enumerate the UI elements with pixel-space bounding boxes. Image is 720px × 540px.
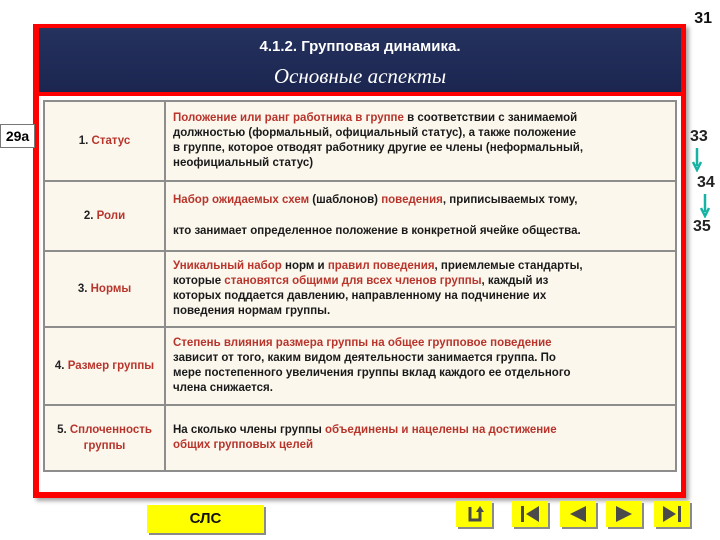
description-line bbox=[173, 366, 669, 381]
description-line bbox=[173, 289, 669, 304]
aspect-description bbox=[165, 327, 676, 405]
text-segment: ) bbox=[309, 157, 314, 169]
text-segment: должностью (формальный, официальный статус), а также положение bbox=[173, 127, 577, 139]
description-line bbox=[173, 208, 669, 224]
aspect-label: Нормы bbox=[90, 283, 132, 295]
text-segment: норм и bbox=[281, 260, 328, 272]
text-segment: объединены и нацелены на достижение bbox=[325, 424, 557, 436]
description-line bbox=[173, 193, 669, 208]
text-segment: Набор ожидаемых схем bbox=[173, 194, 310, 206]
left-ref-marker[interactable]: 29a bbox=[0, 124, 35, 148]
previous-icon bbox=[560, 501, 596, 527]
aspect-number: 3. bbox=[77, 283, 88, 295]
text-segment: , приемлемые стандарты, bbox=[434, 260, 583, 272]
aspects-table bbox=[43, 100, 677, 472]
nav-last-button[interactable] bbox=[654, 501, 690, 527]
description-line bbox=[173, 304, 669, 319]
text-segment: Степень влияния размера группы на общее групповое поведение bbox=[173, 337, 552, 349]
aspect-label: Размер группы bbox=[67, 360, 155, 372]
slide-subtitle: Основные аспекты bbox=[273, 64, 447, 88]
aspect-label-cell bbox=[44, 101, 165, 181]
nav-previous-button[interactable] bbox=[560, 501, 596, 527]
slc-button[interactable]: СЛС bbox=[147, 505, 264, 533]
description-line bbox=[173, 259, 669, 274]
text-segment: мере постепенного увеличения группы вклад каждого ее отдельного bbox=[173, 367, 571, 379]
description-line bbox=[173, 381, 669, 396]
aspect-description bbox=[165, 101, 676, 181]
slide-title: 4.1.2. Групповая динамика. bbox=[259, 38, 461, 55]
text-segment: зависит от того, каким видом деятельности занимается группа. По bbox=[173, 352, 556, 364]
aspect-label-cell bbox=[44, 405, 165, 471]
table-row bbox=[44, 181, 676, 251]
text-segment: в соответствии с занимаемой bbox=[403, 112, 578, 124]
arrow-down-icon bbox=[690, 148, 704, 172]
aspect-description bbox=[165, 181, 676, 251]
text-segment: Положение или ранг работника в группе bbox=[173, 112, 404, 124]
last-page-icon bbox=[654, 501, 690, 527]
arrow-down-icon bbox=[698, 194, 712, 218]
side-ref-35[interactable]: 35 bbox=[693, 218, 711, 235]
aspect-description bbox=[165, 251, 676, 327]
description-line bbox=[173, 351, 669, 366]
description-line bbox=[173, 224, 669, 239]
text-segment: общих групповых целей bbox=[173, 439, 314, 451]
description-line bbox=[173, 126, 669, 141]
description-line bbox=[173, 423, 669, 438]
aspect-number: 5. bbox=[57, 424, 67, 436]
aspect-label: Роли bbox=[96, 210, 126, 222]
text-segment: (шаблонов) bbox=[309, 194, 382, 206]
aspect-label: Статус bbox=[91, 135, 131, 147]
nav-return-button[interactable] bbox=[456, 501, 492, 527]
text-segment: неофициальный статус bbox=[173, 157, 310, 169]
nav-first-button[interactable] bbox=[512, 501, 548, 527]
text-segment: кто занимает определенное положение в конкретной ячейке общества. bbox=[173, 225, 581, 237]
text-segment: которые bbox=[173, 275, 225, 287]
text-segment: в группе, которое отводят работнику другие ее члены (неформальный, bbox=[173, 142, 584, 154]
description-line bbox=[173, 141, 669, 156]
description-line bbox=[173, 111, 669, 126]
return-icon bbox=[456, 501, 492, 527]
aspect-description bbox=[165, 405, 676, 471]
page-number: 31 bbox=[694, 10, 712, 27]
aspect-label-cell bbox=[44, 181, 165, 251]
table-row bbox=[44, 327, 676, 405]
side-ref-33[interactable]: 33 bbox=[690, 128, 708, 145]
description-line bbox=[173, 156, 669, 171]
table-row bbox=[44, 101, 676, 181]
table-row bbox=[44, 251, 676, 327]
aspect-number: 1. bbox=[78, 135, 89, 147]
aspect-label-cell bbox=[44, 251, 165, 327]
nav-next-button[interactable] bbox=[606, 501, 642, 527]
first-page-icon bbox=[512, 501, 548, 527]
text-segment: которых поддается давлению, направленному на подчинение их bbox=[173, 290, 547, 302]
text-segment: На сколько члены группы bbox=[173, 424, 325, 436]
text-segment: Уникальный набор bbox=[173, 260, 282, 272]
text-segment: , каждый из bbox=[481, 275, 549, 287]
next-icon bbox=[606, 501, 642, 527]
aspect-number: 4. bbox=[54, 360, 65, 372]
table-row bbox=[44, 405, 676, 471]
text-segment: правил поведения bbox=[327, 260, 435, 272]
description-line bbox=[173, 438, 669, 453]
description-line bbox=[173, 274, 669, 289]
text-segment: члена снижается. bbox=[173, 382, 273, 394]
text-segment: поведения bbox=[381, 194, 443, 206]
aspect-number: 2. bbox=[83, 210, 94, 222]
aspect-label-cell bbox=[44, 327, 165, 405]
side-ref-34[interactable]: 34 bbox=[697, 174, 715, 191]
title-banner bbox=[39, 28, 681, 92]
text-segment: становятся общими для всех членов группы bbox=[224, 275, 482, 287]
text-segment: , приписываемых тому, bbox=[442, 194, 578, 206]
aspect-label: Сплоченность группы bbox=[69, 424, 152, 452]
text-segment: поведения нормам группы. bbox=[173, 305, 331, 317]
description-line bbox=[173, 336, 669, 351]
